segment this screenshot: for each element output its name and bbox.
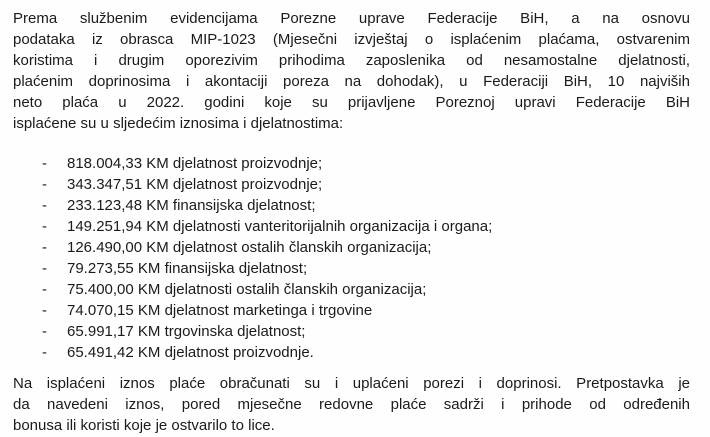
paragraph-line: koristima i drugim oporezivim prihodima zaposlenika od nesamostalne djelatnosti, — [13, 52, 690, 69]
paragraph-line: plaćenim doprinosima i akontaciji poreza na dohodak), u Federaciji BiH, 10 najviših — [13, 73, 690, 90]
list-bullet: - — [42, 302, 47, 319]
paragraph-line: Prema službenim evidencijama Porezne uprave Federacije BiH, a na osnovu — [13, 10, 690, 27]
list-item-text: 79.273,55 KM finansijska djelatnost; — [67, 260, 308, 277]
list-bullet: - — [42, 197, 47, 214]
paragraph-line: bonusa ili koristi koje je ostvarilo to lice. — [13, 417, 275, 434]
list-item-text: 233.123,48 KM finansijska djelatnost; — [67, 197, 316, 214]
document-page — [13, 8, 690, 436]
paragraph-line: da navedeni iznos, pored mjesečne redovne plaće sadrži i prihode od određenih — [13, 396, 690, 413]
list-item-text: 126.490,00 KM djelatnost ostalih članskih organizacija; — [67, 239, 432, 256]
list-item-text: 75.400,00 KM djelatnosti ostalih članskih organizacija; — [67, 281, 427, 298]
intro-paragraph — [13, 8, 690, 134]
list-bullet: - — [42, 155, 47, 172]
list-item-text: 149.251,94 KM djelatnosti vanteritorijalnih organizacija i organa; — [67, 218, 493, 235]
paragraph-line: neto plaća u 2022. godini koje su prijavljene Poreznoj upravi Federacije BiH — [13, 94, 690, 111]
list-item-text: 343.347,51 KM djelatnost proizvodnje; — [67, 176, 323, 193]
list-item — [42, 342, 690, 363]
list-item — [42, 279, 690, 300]
list-item-text: 65.491,42 KM djelatnost proizvodnje. — [67, 344, 314, 361]
list-bullet: - — [42, 323, 47, 340]
list-bullet: - — [42, 260, 47, 277]
list-bullet: - — [42, 281, 47, 298]
list-bullet: - — [42, 218, 47, 235]
list-item — [42, 237, 690, 258]
list-bullet: - — [42, 176, 47, 193]
list-item-text: 74.070,15 KM djelatnost marketinga i trgovine — [67, 302, 373, 319]
list-item — [42, 174, 690, 195]
list-item — [42, 258, 690, 279]
list-bullet: - — [42, 344, 47, 361]
list-item — [42, 300, 690, 321]
paragraph-line: isplaćene su u sljedećim iznosima i djelatnostima: — [13, 115, 344, 132]
closing-paragraph — [13, 373, 690, 436]
list-item — [42, 216, 690, 237]
list-item-text: 65.991,17 KM trgovinska djelatnost; — [67, 323, 306, 340]
paragraph-line: Na isplaćeni iznos plaće obračunati su i uplaćeni porezi i doprinosi. Pretpostavka je — [13, 375, 690, 392]
list-item-text: 818.004,33 KM djelatnost proizvodnje; — [67, 155, 323, 172]
list-item — [42, 153, 690, 174]
list-item — [42, 195, 690, 216]
paragraph-line: podataka iz obrasca MIP-1023 (Mjesečni izvještaj o isplaćenim plaćama, ostvarenim — [13, 31, 690, 48]
salary-list — [13, 153, 690, 363]
list-item — [42, 321, 690, 342]
list-bullet: - — [42, 239, 47, 256]
